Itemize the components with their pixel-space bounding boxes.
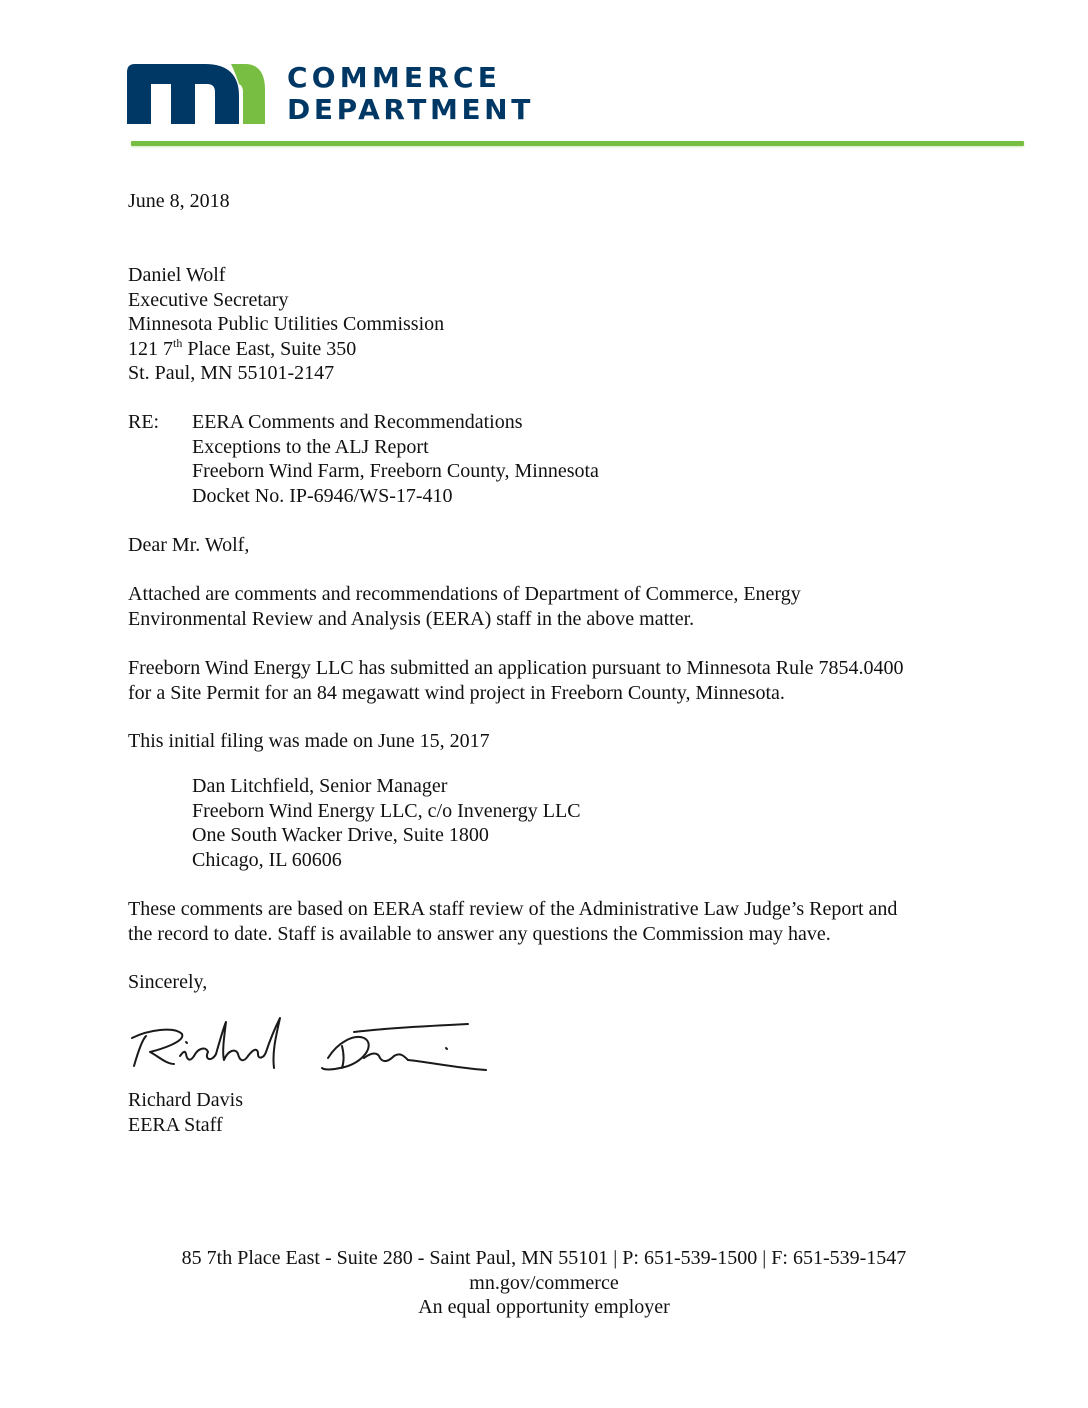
paragraph-line: Freeborn Wind Energy LLC has submitted an application pursuant to Minnesota Rule 7854.0400 [128, 657, 904, 679]
re-label: RE: [128, 411, 160, 433]
paragraph-attached [128, 582, 801, 631]
wordmark-line-1: COMMERCE [287, 61, 502, 94]
applicant-company: Freeborn Wind Energy LLC, c/o Invenergy LLC [192, 799, 581, 822]
applicant-city: Chicago, IL 60606 [192, 848, 342, 871]
wordmark-line-2: DEPARTMENT [287, 93, 534, 126]
paragraph-line: the record to date. Staff is available to answer any questions the Commission may have. [128, 922, 831, 945]
recipient-name: Daniel Wolf [128, 264, 226, 286]
footer-tagline: An equal opportunity employer [418, 1296, 670, 1318]
recipient-city-state-zip: St. Paul, MN 55101-2147 [128, 362, 335, 384]
docket-number: Docket No. IP-6946/WS-17-410 [192, 484, 453, 507]
salutation: Dear Mr. Wolf, [128, 534, 250, 556]
footer-address: 85 7th Place East - Suite 280 - Saint Paul, MN 55101 | P: 651-539-1500 | F: 651-539-1547 [181, 1247, 907, 1269]
handwritten-signature [128, 1012, 498, 1084]
recipient-organization: Minnesota Public Utilities Commission [128, 313, 445, 335]
paragraph-line: for a Site Permit for an 84 megawatt wind project in Freeborn County, Minnesota. [128, 681, 785, 704]
subject-line-1 [128, 410, 599, 435]
applicant-contact: Dan Litchfield, Senior Manager [192, 775, 448, 797]
applicant-block [192, 774, 581, 872]
subject-text: EERA Comments and Recommendations [192, 411, 523, 433]
closing-sincerely: Sincerely, [128, 971, 208, 993]
recipient-address [128, 337, 444, 362]
paragraph-application [128, 656, 904, 705]
applicant-street: One South Wacker Drive, Suite 1800 [192, 824, 489, 846]
commerce-department-wordmark [287, 62, 534, 126]
paragraph-closing [128, 897, 897, 946]
letterhead-divider [131, 141, 1024, 146]
paragraph-line: Attached are comments and recommendations of Department of Commerce, Energy [128, 583, 801, 605]
mn-logo-mark [127, 62, 267, 124]
subject-line-3: Freeborn Wind Farm, Freeborn County, Minnesota [192, 460, 599, 482]
subject-block [128, 410, 599, 508]
address-ordinal-suffix: th [173, 335, 183, 350]
signer-title: EERA Staff [128, 1113, 223, 1136]
paragraph-initial-filing: This initial filing was made on June 15, 2017 [128, 730, 490, 752]
paragraph-line: These comments are based on EERA staff review of the Administrative Law Judge’s Report and [128, 898, 898, 920]
recipient-block [128, 263, 444, 386]
subject-line-2: Exceptions to the ALJ Report [192, 435, 429, 458]
letter-date: June 8, 2018 [128, 190, 230, 212]
page-footer [0, 1246, 1088, 1320]
signer-block [128, 1088, 243, 1137]
address-street-rest: Place East, Suite 350 [182, 337, 357, 360]
paragraph-line: Environmental Review and Analysis (EERA) staff in the above matter. [128, 607, 695, 630]
signer-name: Richard Davis [128, 1089, 243, 1111]
footer-website-link[interactable]: mn.gov/commerce [469, 1271, 619, 1294]
recipient-title: Executive Secretary [128, 288, 289, 311]
address-street-number: 121 7 [128, 337, 173, 360]
